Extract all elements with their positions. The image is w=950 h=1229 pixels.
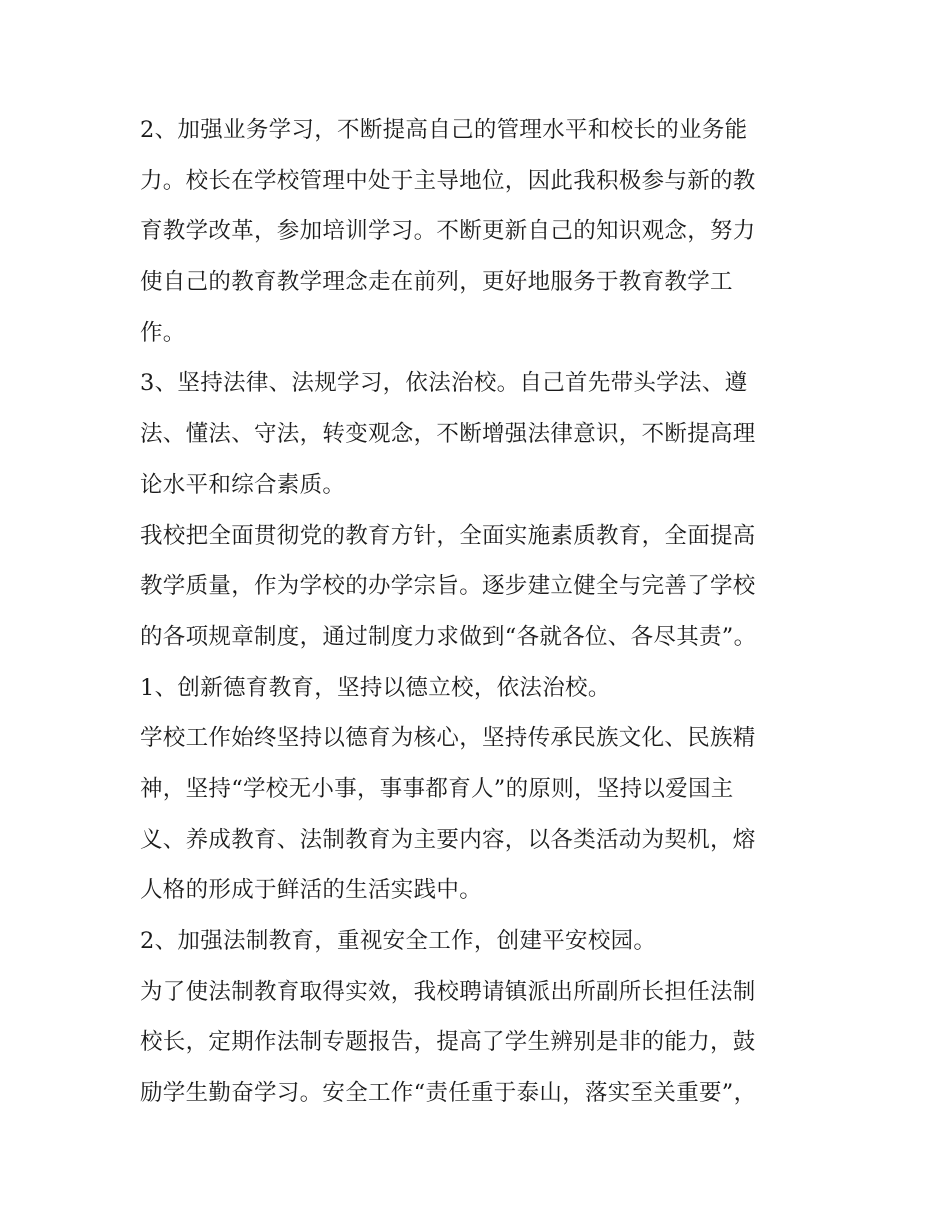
text-line: 3、坚持法律、法规学习，依法治校。自己首先带头学法、遵	[140, 370, 748, 397]
text-line: 校长，定期作法制专题报告，提高了学生辨别是非的能力，鼓	[140, 1029, 756, 1056]
text-line: 励学生勤奋学习。安全工作“责任重于泰山，落实至关重要”，	[140, 1080, 757, 1107]
text-line: 学校工作始终坚持以德育为核心，坚持传承民族文化、民族精	[140, 725, 756, 752]
text-line: 神，坚持“学校无小事，事事都育人”的原则，坚持以爱国主	[140, 775, 734, 802]
text-line: 1、创新德育教育，坚持以德立校，依法治校。	[140, 674, 611, 701]
text-line: 使自己的教育教学理念走在前列，更好地服务于教育教学工	[140, 269, 733, 296]
text-line: 2、加强法制教育，重视安全工作，创建平安校园。	[140, 928, 657, 954]
text-line: 教学质量，作为学校的办学宗旨。逐步建立健全与完善了学校	[140, 573, 756, 600]
text-line: 作。	[140, 319, 186, 346]
text-line: 法、懂法、守法，转变观念，不断增强法律意识，不断提高理	[140, 421, 756, 448]
text-line: 我校把全面贯彻党的教育方针，全面实施素质教育，全面提高	[140, 522, 756, 549]
text-line: 力。校长在学校管理中处于主导地位，因此我积极参与新的教	[140, 167, 756, 194]
text-line: 育教学改革，参加培训学习。不断更新自己的知识观念，努力	[140, 218, 756, 245]
text-line: 为了使法制教育取得实效，我校聘请镇派出所副所长担任法制	[140, 978, 756, 1005]
text-line: 人格的形成于鲜活的生活实践中。	[140, 877, 483, 904]
document-body	[140, 105, 812, 1119]
text-line: 义、养成教育、法制教育为主要内容，以各类活动为契机，熔	[140, 826, 756, 853]
text-line: 论水平和综合素质。	[140, 471, 346, 498]
text-line: 2、加强业务学习，不断提高自己的管理水平和校长的业务能	[140, 117, 748, 143]
text-line: 的各项规章制度，通过制度力求做到“各就各位、各尽其责”。	[140, 623, 757, 650]
